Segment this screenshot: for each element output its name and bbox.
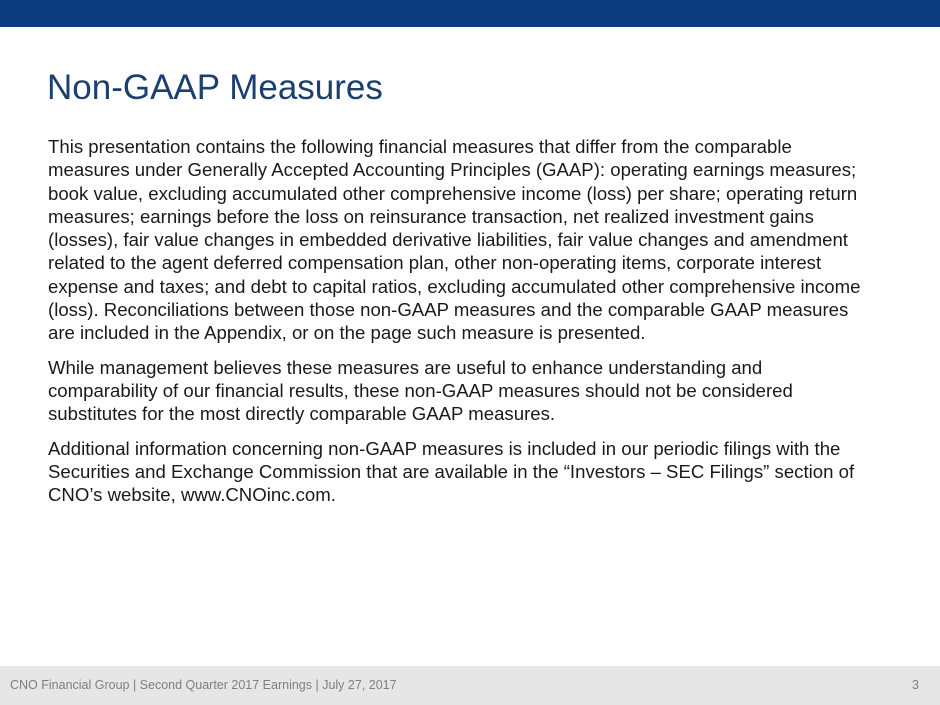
paragraph-additional-info: Additional information concerning non-GAAP measures is included in our periodic filings with the Securities and Exchange Commission that are available in the “Investors – SEC Filings” section of CNO’s website, www.CNOinc.com.: [48, 437, 855, 506]
slide-title: Non-GAAP Measures: [47, 68, 383, 107]
body-text: [48, 135, 876, 517]
page-number: 3: [912, 678, 919, 692]
top-banner-bar: [0, 0, 940, 27]
paragraph-management-note: While management believes these measures are useful to enhance understanding and comparability of our financial results, these non-GAAP measures should not be considered substitutes for the most directly comparable GAAP measures.: [48, 356, 793, 425]
footer-text: CNO Financial Group | Second Quarter 2017 Earnings | July 27, 2017: [10, 678, 397, 692]
paragraph-measures-list: This presentation contains the following financial measures that differ from the comparable measures under Generally Accepted Accounting Principles (GAAP): operating earnings measures; book value, excluding accumulated other comprehensive income (loss) per share; operating return measures; earnings before the loss on reinsurance transaction, net realized investment gains (losses), fair value changes in embedded derivative liabilities, fair value changes and amendment related to the agent deferred compensation plan, other non-operating items, corporate interest expense and taxes; and debt to capital ratios, excluding accumulated other comprehensive income (loss). Reconciliations between those non-GAAP measures and the comparable GAAP measures are included in the Appendix, or on the page such measure is presented.: [48, 136, 861, 344]
